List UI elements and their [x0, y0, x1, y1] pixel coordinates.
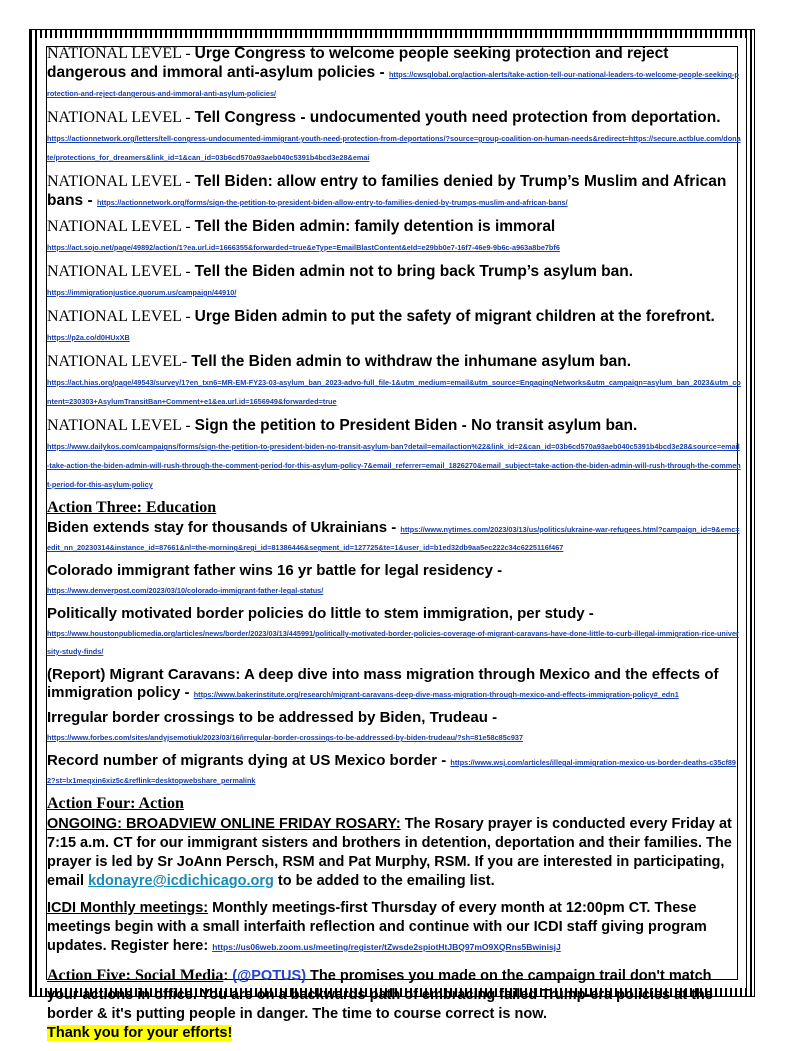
action-link[interactable]: https://actionnetwork.org/letters/tell-congress-undocumented-immigrant-youth-need-protection-from-deportations/?source=group-coalition-on-human-needs&redirect=https://secure.actblue.com/donate/protections_for_dreamers&link_id=1&can_id=03b6cd570a93aeb040c5391b4bcd3e28&emai — [47, 134, 741, 162]
social-text: The promises you made on the campaign trail don't match your actions in office. You are on a backwards path of embracing failed Trump-era policies at the border & it's putting people in danger. The time to course correct is now. — [47, 968, 713, 1022]
national-item — [47, 262, 741, 300]
news-item — [47, 666, 741, 702]
action-title: Tell Congress - undocumented youth need protection from deportation. — [194, 109, 721, 126]
level-label: NATIONAL LEVEL- — [47, 353, 192, 370]
national-item — [47, 108, 741, 165]
level-label: NATIONAL LEVEL - — [47, 308, 195, 325]
action-title: Tell the Biden admin: family detention is immoral — [194, 218, 556, 235]
action-link[interactable]: https://actionnetwork.org/forms/sign-the-petition-to-president-biden-allow-entry-to-families-denied-by-trumps-muslim-and-african-bans/ — [96, 198, 568, 207]
national-item — [47, 307, 741, 345]
news-item — [47, 519, 741, 555]
national-item — [47, 352, 741, 409]
document-body — [47, 44, 741, 1051]
rosary-paragraph — [47, 815, 741, 891]
thanks-note: Thank you for your efforts! — [47, 1025, 233, 1041]
news-title: Record number of migrants dying at US Mexico border - — [47, 752, 451, 769]
news-link[interactable]: https://www.nytimes.com/2023/03/13/us/politics/ukraine-war-refugees.html?campaign_id=9&emc=edit_nn_20230314&instance_id=87661&nl=the-morning&regi_id=81386446&segment_id=127725&te=1&user_id=b1ed32db9aa5ec222c34c6225116f467 — [47, 525, 740, 552]
national-item — [47, 217, 741, 255]
social-colon: : — [223, 968, 233, 984]
action-link[interactable]: https://cwsglobal.org/action-alerts/take-action-tell-our-national-leaders-to-welcome-people-seeking-protection-and-reject-dangerous-and-immoral-anti-asylum-policies/ — [47, 70, 739, 98]
action-title: Sign the petition to President Biden - No transit asylum ban. — [194, 417, 638, 434]
news-title: Biden extends stay for thousands of Ukrainians — [47, 519, 388, 536]
news-title: Irregular border crossings to be addressed by Biden, Trudeau - — [47, 709, 498, 726]
news-title: Colorado immigrant father wins 16 yr battle for legal residency - — [47, 562, 503, 579]
action-title: Urge Congress to welcome people seeking protection and reject dangerous and immoral anti-asylum policies - — [47, 45, 669, 81]
potus-handle[interactable]: (@POTUS) — [232, 968, 307, 984]
level-label: NATIONAL LEVEL - — [47, 173, 195, 190]
action-link[interactable]: https://p2a.co/d0HUxXB — [47, 333, 130, 342]
zoom-register-link[interactable]: https://us06web.zoom.us/meeting/register/tZwsde2spiotHtJBQ97mO9XQRns5BwinisjJ — [212, 942, 561, 952]
icdi-paragraph — [47, 899, 741, 956]
action-title: Tell the Biden admin not to bring back Trump’s asylum ban. — [194, 263, 634, 280]
icdi-text: Monthly meetings-first Thursday of every month at 12:00pm CT. These meetings begin with a small interfaith reflection and continue with our ICDI staff giving program updates. Register here: — [47, 900, 707, 954]
action-link[interactable]: https://act.sojo.net/page/49892/action/1?ea.url.id=1666355&forwarded=true&eType=EmailBlastContent&eId=e29bb0e7-16f7-46e9-9b6c-a963a8be7bf6 — [47, 243, 560, 252]
news-link[interactable]: https://www.denverpost.com/2023/03/10/colorado-immigrant-father-legal-status/ — [47, 586, 324, 595]
rosary-tail: to be added to the emailing list. — [273, 873, 495, 889]
action-link[interactable]: https://act.hias.org/page/49543/survey/1?en_txn6=MR-EM-FY23-03-asylum_ban_2023-advo-full_file-1&utm_medium=email&utm_source=EngagingNetworks&utm_campaign=asylum_ban_2023&utm_content=230303+AsylumTransitBan+Comment+e1&ea.url.id=1656949&forwarded=true — [47, 378, 741, 406]
news-item — [47, 605, 741, 659]
news-sep: - — [387, 519, 401, 536]
email-link[interactable]: kdonayre@icdichicago.org — [88, 873, 274, 889]
national-item — [47, 172, 741, 210]
news-link[interactable]: https://www.forbes.com/sites/andyjsemotiuk/2023/03/16/irregular-border-crossings-to-be-addressed-by-biden-trudeau/?sh=81e58c85c937 — [47, 733, 524, 742]
level-label: NATIONAL LEVEL - — [47, 417, 195, 434]
action-title: Urge Biden admin to put the safety of migrant children at the forefront. — [194, 308, 715, 325]
icdi-label: ICDI Monthly meetings: — [47, 900, 209, 916]
social-heading: Action Five: Social Media — [47, 967, 224, 984]
national-item — [47, 416, 741, 492]
action-title: Tell Biden: allow entry to families denied by Trump’s Muslim and African bans - — [47, 173, 727, 209]
social-paragraph — [47, 966, 741, 1043]
news-link[interactable]: https://www.houstonpublicmedia.org/articles/news/border/2023/03/13/445991/politically-motivated-border-policies-coverage-of-migrant-caravans-have-done-little-to-curb-illegal-immigration-rice-university-study-finds/ — [47, 629, 739, 656]
action-title: Tell the Biden admin to withdraw the inhumane asylum ban. — [191, 353, 632, 370]
news-item — [47, 752, 741, 788]
action-link[interactable]: https://immigrationjustice.quorum.us/campaign/44910/ — [47, 288, 237, 297]
news-item — [47, 709, 741, 745]
action-link[interactable]: https://www.dailykos.com/campaigns/forms/sign-the-petition-to-president-biden-no-transit-asylum-ban?detail=emailaction%22&link_id=2&can_id=03b6cd570a93aeb040c5391b4bcd3e28&source=email-take-action-the-biden-admin-will-rush-through-the-comment-period-for-this-asylum-policy-7&email_referrer=email_1826270&email_subject=take-action-the-biden-admin-will-rush-through-the-comment-period-for-this-asylum-policy — [47, 442, 741, 489]
national-actions — [47, 44, 741, 492]
rosary-text: The Rosary prayer is conducted every Friday at 7:15 a.m. CT for our immigrant sisters and brothers in detention, deportation and their families. The prayer is led by Sr JoAnn Persch, RSM and Pat Murphy, RSM. If you are interested in participating, email — [47, 816, 732, 889]
action-heading: Action Four: Action — [47, 795, 184, 812]
level-label: NATIONAL LEVEL - — [47, 263, 195, 280]
news-title: Politically motivated border policies do little to stem immigration, per study - — [47, 605, 594, 622]
level-label: NATIONAL LEVEL - — [47, 109, 195, 126]
education-heading: Action Three: Education — [47, 499, 217, 516]
education-news — [47, 519, 741, 788]
news-item — [47, 562, 741, 598]
level-label: NATIONAL LEVEL - — [47, 45, 195, 62]
national-item — [47, 44, 741, 101]
news-link[interactable]: https://www.bakerinstitute.org/research/migrant-caravans-deep-dive-mass-migration-through-mexico-and-effects-immigration-policy#_edn1 — [193, 690, 679, 699]
level-label: NATIONAL LEVEL - — [47, 218, 195, 235]
rosary-label: ONGOING: BROADVIEW ONLINE FRIDAY ROSARY: — [47, 816, 401, 832]
news-link[interactable]: https://www.wsj.com/articles/illegal-immigration-mexico-us-border-deaths-c35cf892?st=lx1meqxin6xiz5c&reflink=desktopwebshare_permalink — [47, 758, 736, 785]
news-title: (Report) Migrant Caravans: A deep dive into mass migration through Mexico and the effects of immigration policy - — [47, 666, 719, 701]
